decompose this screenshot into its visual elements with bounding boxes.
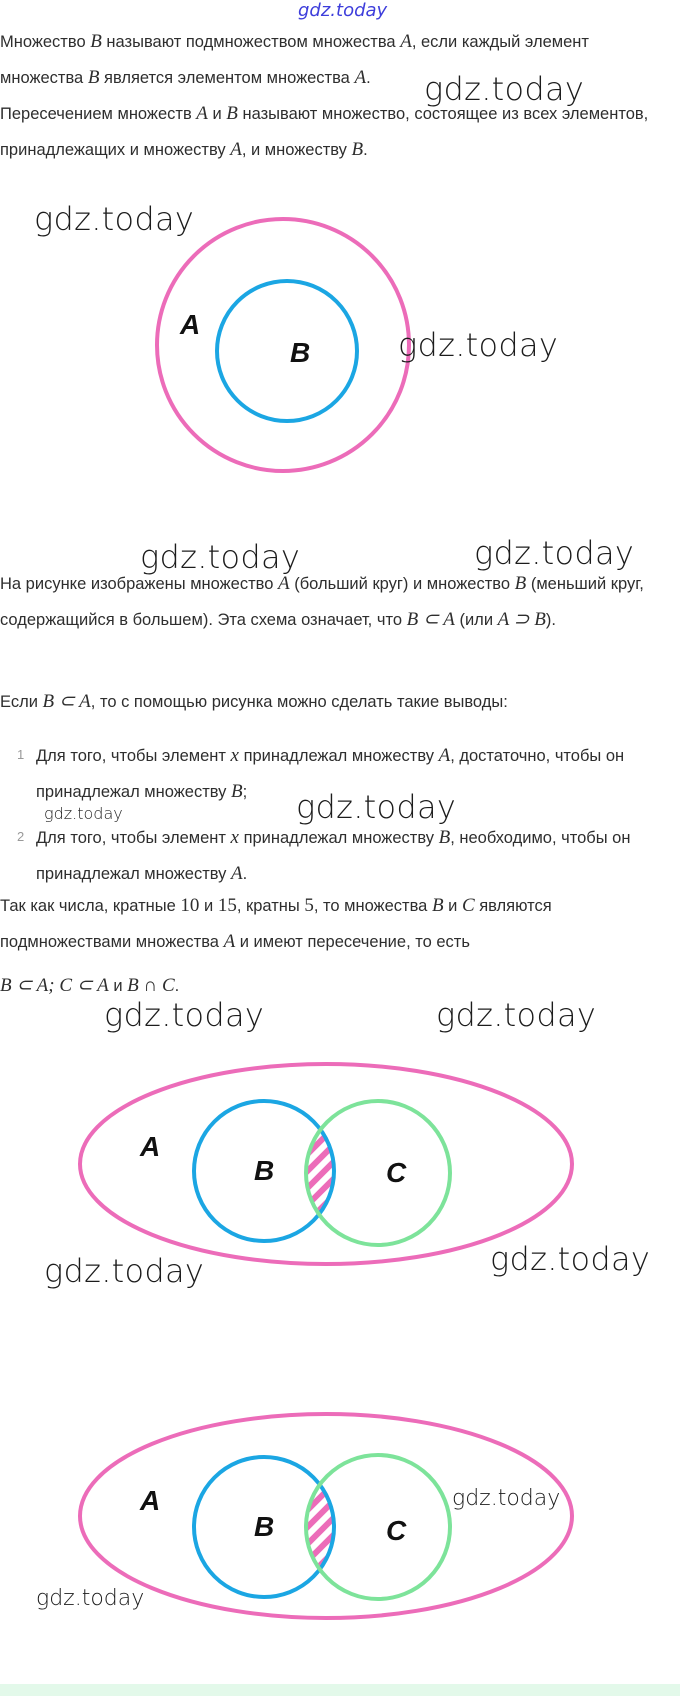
multiples-paragraph	[0, 888, 676, 960]
set-a-label: A	[180, 309, 201, 340]
watermark: gdz.today	[424, 70, 585, 108]
text: Если	[0, 693, 43, 711]
text: принадлежал множеству	[238, 747, 439, 765]
math-var: A	[231, 863, 243, 884]
math-var: x	[230, 827, 239, 848]
watermark: gdz.today	[436, 996, 597, 1034]
math-var: A	[438, 745, 451, 766]
text: называют подмножеством множества	[101, 33, 401, 51]
math-var: A	[400, 31, 412, 52]
math-var: B	[514, 573, 527, 594]
text: .	[363, 141, 368, 159]
text: На рисунке изображены множество	[0, 575, 279, 593]
text: , достаточно, чтобы он принадлежал множеству	[36, 747, 625, 801]
text: Множество	[0, 33, 91, 51]
math-var: B	[438, 827, 451, 848]
math-var: A	[354, 67, 367, 88]
watermark: gdz.today	[398, 326, 559, 364]
text: является элементом множества	[99, 69, 355, 87]
text: Пересечением множеств	[0, 105, 197, 123]
watermark: gdz.today	[474, 534, 635, 572]
text: и	[443, 897, 462, 915]
text: ;	[242, 783, 248, 801]
text: и	[108, 977, 128, 995]
intersection-definition	[0, 96, 676, 168]
watermark: gdz.today	[36, 1586, 145, 1611]
text: и	[199, 897, 218, 915]
math-expr: B ⊂ A; C ⊂ A	[0, 975, 109, 996]
text: (меньший круг, содержащийся в большем). Эта схема означает, что	[0, 575, 644, 629]
text: .	[174, 977, 180, 995]
set-b-label: B	[254, 1511, 275, 1542]
math-number: 5	[304, 895, 314, 916]
venn-subset-diagram	[0, 200, 680, 490]
math-expr: B ∩ C	[127, 975, 175, 996]
text: принадлежал множеству	[238, 829, 439, 847]
text: ).	[545, 611, 557, 629]
set-b-label: B	[254, 1155, 275, 1186]
math-var: C	[461, 895, 475, 916]
math-var: B	[431, 895, 444, 916]
watermark: gdz.today	[452, 1486, 561, 1511]
set-a-label: A	[140, 1485, 161, 1516]
text: и имеют пересечение, то есть	[235, 933, 470, 951]
math-var: A	[230, 139, 242, 160]
watermark: gdz.today	[296, 788, 457, 826]
math-expr: A ⊃ B	[497, 609, 546, 630]
text: и	[207, 105, 227, 123]
math-var: A	[223, 931, 236, 952]
math-var: A	[196, 103, 208, 124]
set-c-label: C	[386, 1515, 407, 1546]
math-var: A	[278, 573, 290, 594]
math-var: B	[90, 31, 102, 52]
set-b-circle	[217, 281, 357, 421]
watermark: gdz.today	[44, 804, 123, 823]
text: , то с помощью рисунка можно сделать такие выводы:	[90, 693, 508, 711]
list-number: 1	[17, 747, 25, 762]
set-a-circle	[157, 219, 409, 471]
watermark: gdz.today	[44, 1252, 205, 1290]
watermark: gdz.today	[490, 1240, 651, 1278]
text: , и множеству	[241, 141, 352, 159]
text: Для того, чтобы элемент	[36, 747, 231, 765]
footer-bar	[0, 1684, 680, 1696]
text: , то множества	[313, 897, 432, 915]
text: , кратны	[236, 897, 305, 915]
text: Для того, чтобы элемент	[36, 829, 231, 847]
math-var: x	[230, 745, 239, 766]
text: , необходимо, чтобы он принадлежал множеству	[36, 829, 631, 883]
math-var: B	[351, 139, 364, 160]
header-watermark[interactable]: gdz.today	[298, 0, 388, 21]
set-b-label: B	[290, 337, 311, 368]
figure-explanation	[0, 566, 676, 638]
watermark: gdz.today	[140, 538, 301, 576]
math-number: 15	[217, 895, 237, 916]
math-var: B	[226, 103, 238, 124]
text: Так как числа, кратные	[0, 897, 181, 915]
text: .	[366, 69, 371, 87]
text: .	[242, 865, 248, 883]
math-var: B	[231, 781, 243, 802]
text: называют множество, состоящее из всех элементов, принадлежащих и множеству	[0, 105, 649, 159]
text: , если каждый элемент множества	[0, 33, 589, 87]
math-expr: B ⊂ A	[42, 691, 91, 712]
text: (больший круг) и множество	[289, 575, 515, 593]
conclusion-intro	[0, 684, 676, 720]
set-a-label: A	[140, 1131, 161, 1162]
math-number: 10	[180, 895, 200, 916]
math-expr: B ⊂ A	[406, 609, 455, 630]
set-c-label: C	[386, 1157, 407, 1188]
list-item	[36, 820, 676, 892]
text: являются подмножествами множества	[0, 897, 552, 951]
watermark: gdz.today	[104, 996, 265, 1034]
text: (или	[454, 611, 498, 629]
list-number: 2	[17, 829, 25, 844]
watermark: gdz.today	[34, 200, 195, 238]
math-var: B	[87, 67, 100, 88]
